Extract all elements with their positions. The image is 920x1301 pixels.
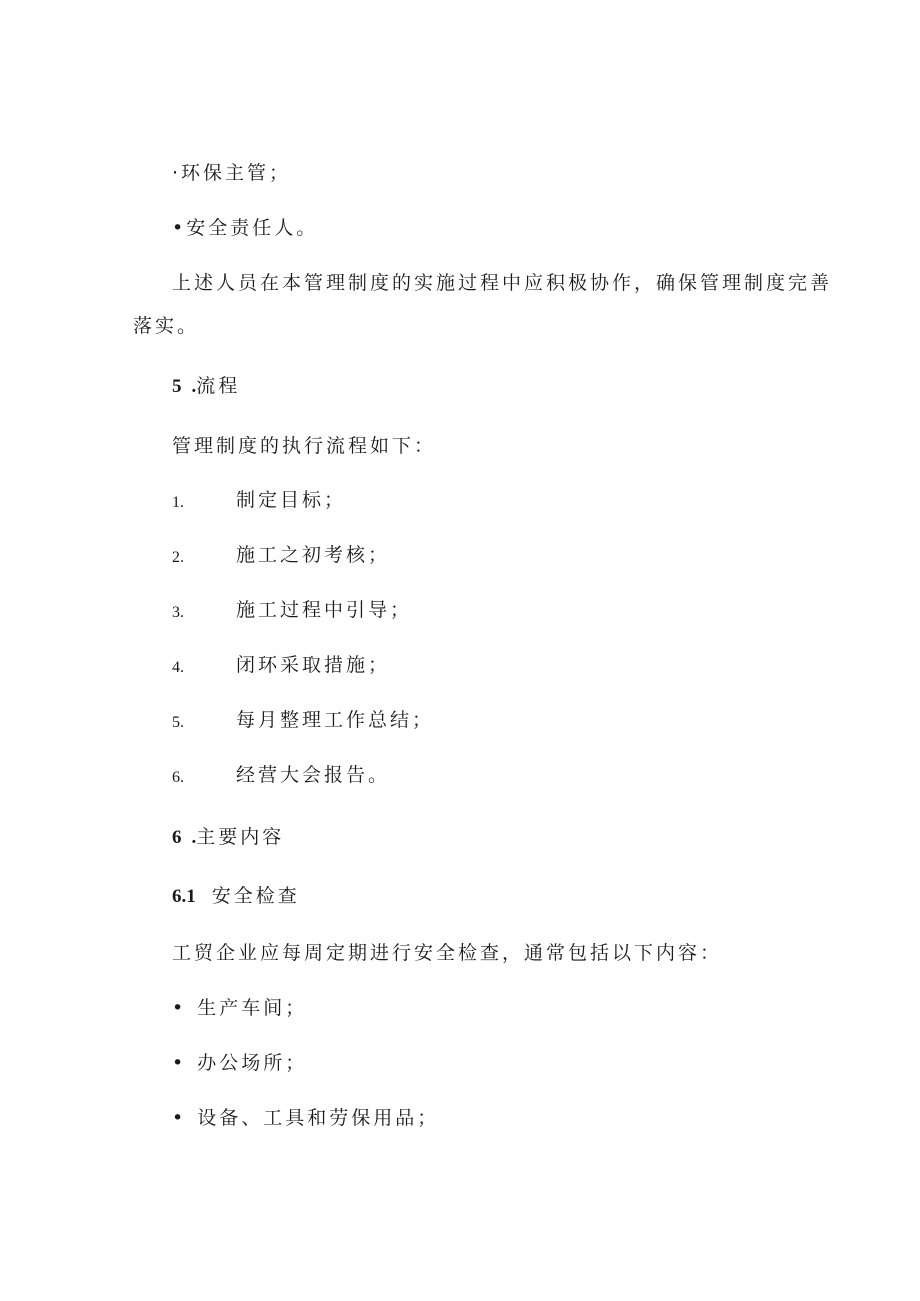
bullet-icon: • bbox=[172, 997, 184, 1019]
step-number: 3. bbox=[172, 604, 184, 621]
step-number: 4. bbox=[172, 659, 184, 676]
section-number: 6 bbox=[172, 827, 182, 848]
subsection-title: 安全检查 bbox=[211, 885, 300, 907]
section-dot: . bbox=[191, 827, 197, 848]
step-text: 施工过程中引导； bbox=[236, 599, 413, 621]
section-title: 主要内容 bbox=[196, 826, 285, 848]
list-item-text: 设备、工具和劳保用品； bbox=[197, 1107, 440, 1129]
section-heading-6 bbox=[172, 825, 284, 850]
paragraph-line-1: 上述人员在本管理制度的实施过程中应积极协作，确保管理制度完善 bbox=[172, 272, 833, 294]
role-item-safety-person: •安全责任人。 bbox=[172, 217, 319, 239]
section-heading-5 bbox=[172, 374, 240, 399]
flow-intro: 管理制度的执行流程如下： bbox=[172, 435, 437, 457]
list-item bbox=[172, 1106, 439, 1130]
step-text: 闭环采取措施； bbox=[236, 654, 391, 676]
section-title: 流程 bbox=[196, 375, 241, 397]
list-item bbox=[172, 996, 307, 1020]
list-item bbox=[172, 1051, 307, 1075]
role-item-env-manager: ·环保主管； bbox=[172, 162, 292, 184]
subsection-number: 6.1 bbox=[172, 886, 196, 907]
step-number: 6. bbox=[172, 769, 184, 786]
step-number: 2. bbox=[172, 549, 184, 566]
bullet-icon: • bbox=[172, 1052, 184, 1074]
step-text: 制定目标； bbox=[236, 489, 347, 511]
subsection-heading-6-1 bbox=[172, 884, 300, 909]
step-text: 经营大会报告。 bbox=[236, 764, 391, 786]
step-text: 每月整理工作总结； bbox=[236, 709, 435, 731]
inspect-intro: 工贸企业应每周定期进行安全检查，通常包括以下内容： bbox=[172, 942, 723, 964]
section-number: 5 bbox=[172, 376, 182, 397]
paragraph-line-2: 落实。 bbox=[133, 315, 200, 337]
step-number: 5. bbox=[172, 714, 184, 731]
bullet-icon: • bbox=[172, 1107, 184, 1129]
list-item-text: 办公场所； bbox=[197, 1052, 308, 1074]
section-dot: . bbox=[191, 376, 197, 397]
list-item-text: 生产车间； bbox=[197, 997, 308, 1019]
step-number: 1. bbox=[172, 494, 184, 511]
step-text: 施工之初考核； bbox=[236, 544, 391, 566]
